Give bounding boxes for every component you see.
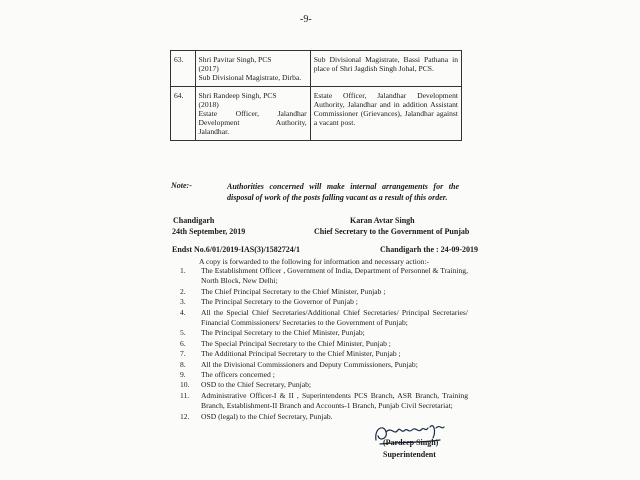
list-item: 8. All the Divisional Commissioners and Deputy Commissioners, Punjab; — [180, 359, 418, 369]
place: Chandigarh — [173, 216, 215, 225]
superintendent-name: (Pardeep Singh) — [383, 438, 439, 447]
list-item: 12. OSD (legal) to the Chief Secretary, Punjab. — [180, 411, 333, 421]
new-posting: Estate Officer, Jalandhar Development Authority, Jalandhar and in addition Assistant Commissioner (Grievances), Jalandhar against a vacant post. — [310, 87, 461, 141]
officer-details: Shri Pavitar Singh, PCS (2017) Sub Divisional Magistrate, Dirba. — [195, 51, 310, 87]
list-item: 1. The Establishment Officer , Government of India, Department of Personnel & Training, North Block, New Delhi; — [180, 266, 468, 286]
signer-designation: Chief Secretary to the Government of Punjab — [314, 227, 470, 236]
page-number: -9- — [300, 14, 312, 25]
table-row — [171, 87, 462, 141]
table-row — [171, 51, 462, 87]
list-item: 11. Administrative Officer-I & II , Superintendents PCS Branch, ASR Branch, Training Branch, Establishment-II Branch and Accounts-1 Branch, Punjab Civil Secretariat; — [180, 390, 468, 411]
list-item: 2. The Chief Principal Secretary to the Chief Minister, Punjab ; — [180, 286, 386, 296]
superintendent-title: Superintendent — [383, 450, 436, 459]
list-item: 9. The officers concerned ; — [180, 370, 275, 380]
copy-intro: A copy is forwarded to the following for information and necessary action:- — [199, 257, 430, 266]
order-date: 24th September, 2019 — [172, 227, 246, 236]
new-posting: Sub Divisional Magistrate, Bassi Pathana in place of Shri Jagdish Singh Johal, PCS. — [310, 51, 461, 87]
serial-number: 64. — [171, 87, 196, 141]
serial-number: 63. — [171, 51, 196, 87]
endorsement-number: Endst No.6/01/2019-IAS(3)/1582724/1 — [172, 245, 301, 254]
list-item: 5. The Principal Secretary to the Chief Minister, Punjab; — [180, 328, 365, 338]
list-item: 10. OSD to the Chief Secretary, Punjab; — [180, 380, 312, 390]
posting-table — [170, 50, 462, 141]
list-item: 7. The Additional Principal Secretary to the Chief Minister, Punjab ; — [180, 349, 401, 359]
signer-name: Karan Avtar Singh — [350, 216, 415, 225]
note-label: Note:- — [171, 181, 192, 190]
list-item: 3. The Principal Secretary to the Governor of Punjab ; — [180, 297, 358, 307]
note-text: Authorities concerned will make internal arrangements for the disposal of work of the posts falling vacant as a result of this order. — [227, 182, 459, 202]
recipient-list — [180, 266, 468, 422]
list-item: 4. All the Special Chief Secretaries/Additional Chief Secretaries/ Principal Secretaries/ Financial Commissioners/ Secretaries to the Government of Punjab; — [180, 307, 468, 328]
officer-details: Shri Randeep Singh, PCS (2018) Estate Officer, Jalandhar Development Authority, Jalandhar. — [195, 87, 310, 141]
list-item: 6. The Special Principal Secretary to the Chief Minister, Punjab ; — [180, 338, 391, 348]
endorsement-date: Chandigarh the : 24-09-2019 — [380, 245, 479, 254]
